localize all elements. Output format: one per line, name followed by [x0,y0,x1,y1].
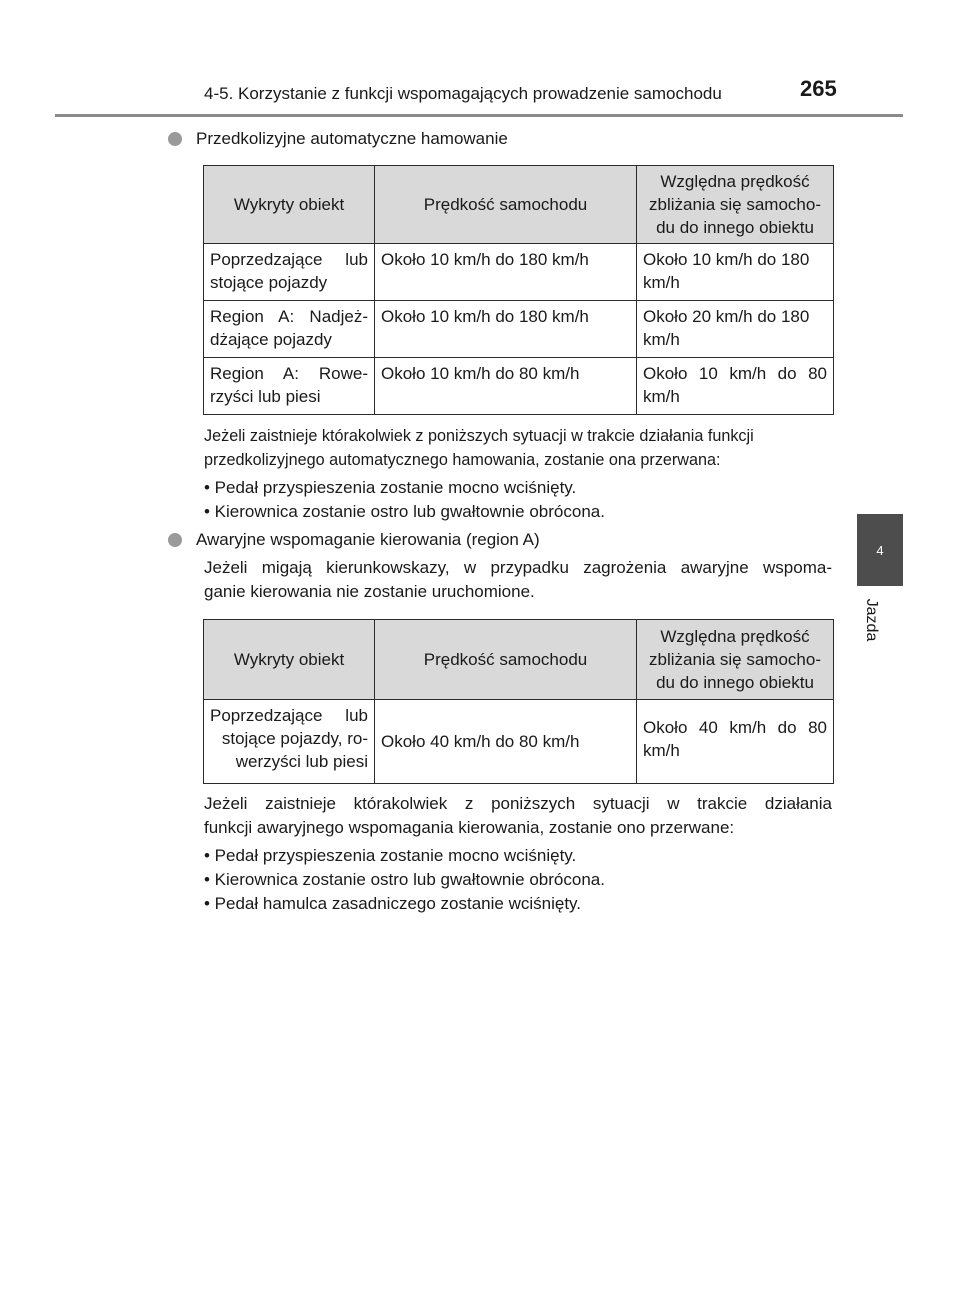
section-heading-text: Przedkolizyjne automatyczne hamowanie [196,129,508,148]
header-cell-relative-speed: Względna prędkość zbliżania się samocho- du do innego obiektu [637,620,834,700]
table-cell-relative-speed: Około 10 km/h do 80 km/h [637,358,834,415]
header-cell-speed: Prędkość samochodu [375,166,637,244]
table-row [204,301,834,358]
table-row [204,700,834,784]
table-cell-relative-speed: Około 10 km/h do 180 km/h [637,244,834,301]
table-cell-relative-speed: Około 40 km/h do 80 km/h [637,700,834,784]
header-rule [55,114,903,117]
table-cell-object: Poprzedzające lub stojące pojazdy, ro- werzyści lub piesi [204,700,375,784]
header-cell-object: Wykryty obiekt [204,620,375,700]
chapter-number: 4 [876,542,884,558]
bullet-icon [168,533,182,547]
header-cell-speed: Prędkość samochodu [375,620,637,700]
table-row [204,358,834,415]
chapter-label: Jazda [863,598,880,642]
pre-collision-list [204,476,832,524]
list-item: • Pedał przyspieszenia zostanie mocno wciśnięty. [204,478,577,497]
emergency-steering-intro: Jeżeli migają kierunkowskazy, w przypadku zagrożenia awaryjne wspoma- ganie kierowania nie zostanie uruchomione. [204,558,832,601]
table-cell-object: Region A: Nadjeż- dżające pojazdy [204,301,375,358]
chapter-tab [857,514,903,586]
running-header: 4-5. Korzystanie z funkcji wspomagających prowadzenie samochodu [204,84,722,103]
table-cell-relative-speed: Około 20 km/h do 180 km/h [637,301,834,358]
table-header-row [204,166,834,244]
header-cell-relative-speed: Względna prędkość zbliżania się samocho- du do innego obiektu [637,166,834,244]
header-cell-object: Wykryty obiekt [204,166,375,244]
emergency-steering-list [204,844,832,916]
table-row [204,244,834,301]
table-cell-speed: Około 40 km/h do 80 km/h [375,700,637,784]
section-heading-emergency-steering [168,529,540,551]
list-item: • Pedał hamulca zasadniczego zostanie wciśnięty. [204,894,582,913]
section-heading-text: Awaryjne wspomaganie kierowania (region A) [196,530,540,549]
section-heading-pre-collision [168,128,508,150]
emergency-steering-note: Jeżeli zaistnieje którakolwiek z poniższych sytuacji w trakcie działania funkcji awaryjnego wspomagania kierowania, zostanie ono przerwane: [204,794,832,837]
page-number: 265 [800,76,837,101]
table-cell-speed: Około 10 km/h do 80 km/h [375,358,637,415]
table-cell-object: Region A: Rowe- rzyści lub piesi [204,358,375,415]
table-cell-object: Poprzedzające lub stojące pojazdy [204,244,375,301]
bullet-icon [168,132,182,146]
emergency-steering-table [203,619,834,784]
table-header-row [204,620,834,700]
table-cell-speed: Około 10 km/h do 180 km/h [375,244,637,301]
list-item: • Kierownica zostanie ostro lub gwałtownie obrócona. [204,870,605,889]
pre-collision-note: Jeżeli zaistnieje którakolwiek z poniższych sytuacji w trakcie działania funkcji przedkolizyjnego automatycznego hamowania, zostanie ona przerwana: [204,427,754,469]
list-item: • Kierownica zostanie ostro lub gwałtownie obrócona. [204,502,605,521]
pre-collision-table [203,165,834,415]
list-item: • Pedał przyspieszenia zostanie mocno wciśnięty. [204,846,577,865]
table-cell-speed: Około 10 km/h do 180 km/h [375,301,637,358]
